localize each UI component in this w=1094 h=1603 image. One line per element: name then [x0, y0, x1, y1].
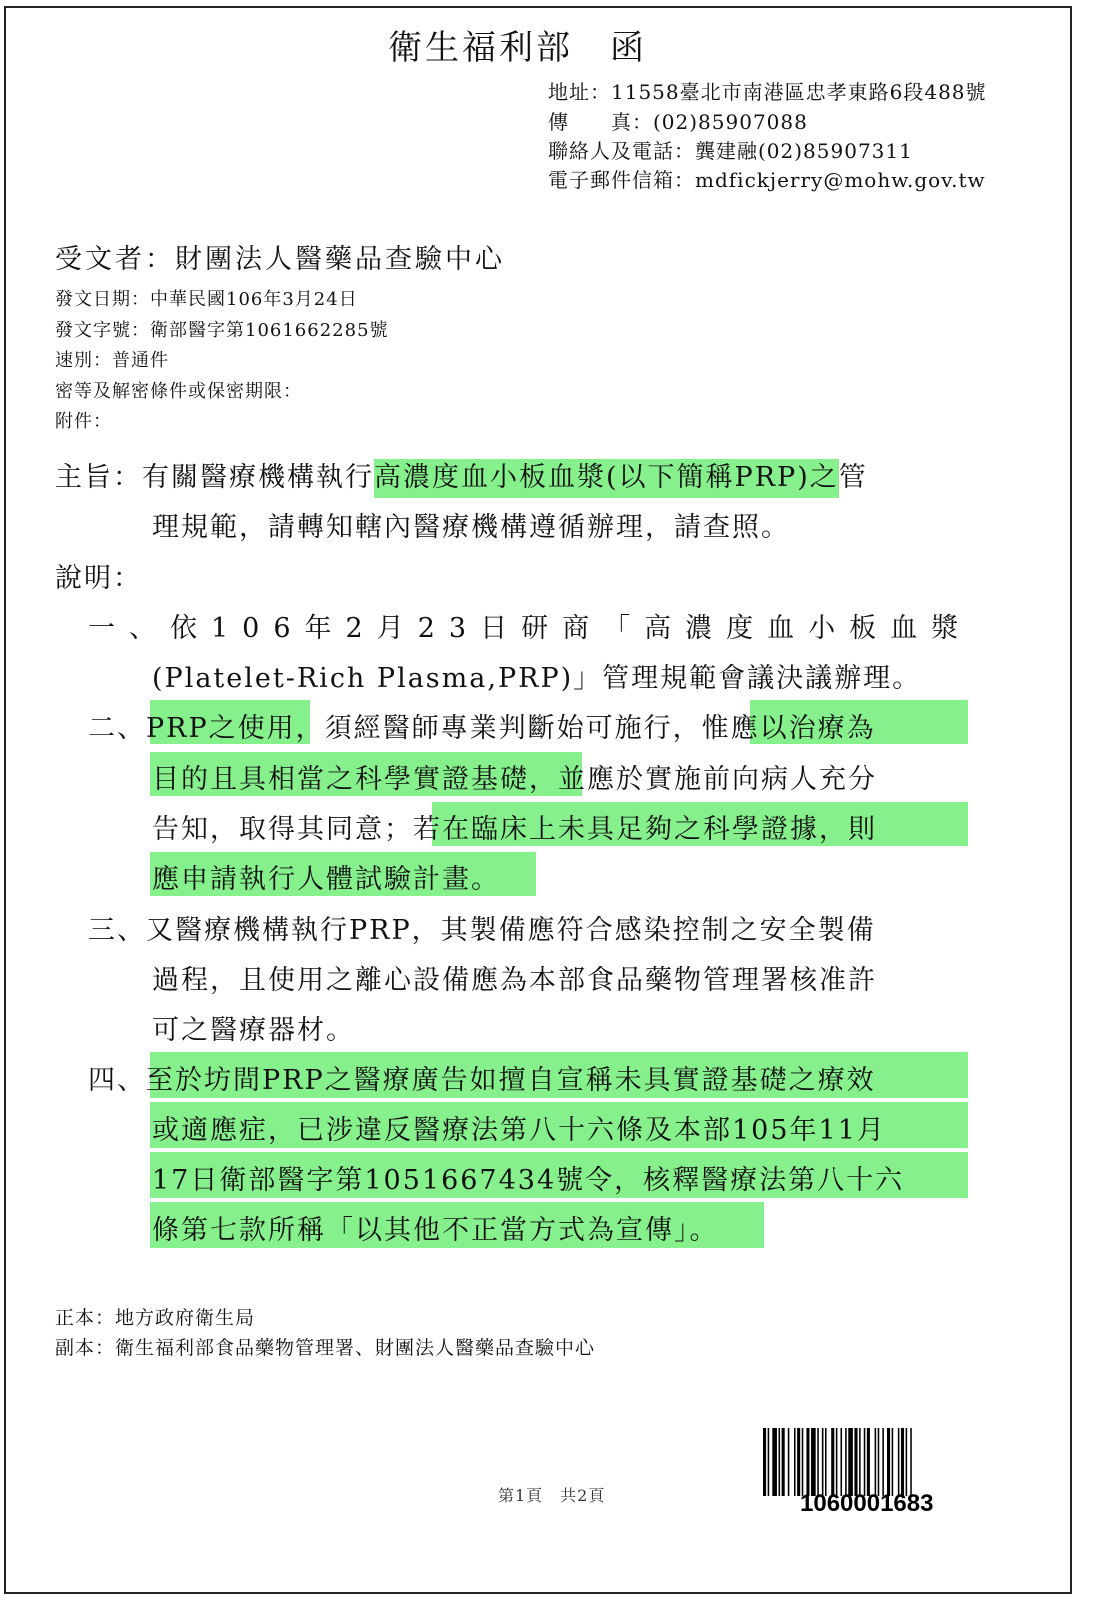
secrecy-level: 密等及解密條件或保密期限：: [55, 381, 302, 402]
item-4-line-3: 17日衛部醫字第1051667434號令，核釋醫療法第八十六: [152, 1165, 905, 1196]
item-1-line-2: (Platelet-Rich Plasma,PRP)」管理規範會議決議辦理。: [152, 663, 922, 694]
item-2-line-4: 應申請執行人體試驗計畫。: [152, 864, 500, 895]
item-4-line-4: 條第七款所稱「以其他不正當方式為宣傳」。: [152, 1215, 719, 1246]
recipient: 受文者：財團法人醫藥品查驗中心: [55, 244, 505, 275]
explanation-heading: 說明：: [55, 563, 142, 594]
fax-line: 傳 真：(02)85907088: [548, 110, 808, 134]
subject-line-2: 理規範，請轉知轄內醫療機構遵循辦理，請查照。: [152, 512, 790, 543]
address-line: 地址：11558臺北市南港區忠孝東路6段488號: [548, 80, 987, 104]
item-3-line-1: 三、又醫療機構執行PRP，其製備應符合感染控制之安全製備: [88, 915, 876, 946]
original-recipient: 正本：地方政府衛生局: [55, 1307, 256, 1329]
item-1-line-1: 一、依106年2月23日研商「高濃度血小板血漿: [88, 613, 973, 644]
copy-recipient: 副本：衛生福利部食品藥物管理署、財團法人醫藥品查驗中心: [55, 1337, 596, 1359]
contact-line: 聯絡人及電話：龔建融(02)85907311: [548, 139, 913, 163]
item-4-line-2: 或適應症，已涉違反醫療法第八十六條及本部105年11月: [152, 1115, 886, 1146]
item-2-line-1: 二、PRP之使用，須經醫師專業判斷始可施行，惟應以治療為: [88, 713, 876, 744]
document-number: 發文字號：衛部醫字第1061662285號: [55, 320, 389, 341]
attachment-line: 附件：: [55, 411, 112, 432]
barcode: [763, 1428, 975, 1496]
document-title: 衛生福利部 函: [388, 28, 647, 68]
subject-highlight: 高濃度血小板血漿(以下簡稱PRP)之: [374, 459, 839, 498]
item-3-line-3: 可之醫療器材。: [152, 1015, 355, 1046]
item-2-line-3: 告知，取得其同意；若在臨床上未具足夠之科學證據，則: [152, 814, 877, 845]
item-2-line-2: 目的且具相當之科學實證基礎，並應於實施前向病人充分: [152, 764, 877, 795]
email-line: 電子郵件信箱：mdfickjerry@mohw.gov.tw: [548, 168, 986, 192]
subject-line-1: 主旨：有關醫療機構執行高濃度血小板血漿(以下簡稱PRP)之管: [55, 455, 868, 494]
speed-class: 速別：普通件: [55, 350, 169, 371]
barcode-number: 1060001683: [800, 1490, 934, 1517]
issue-date: 發文日期：中華民國106年3月24日: [55, 289, 358, 310]
item-4-line-1: 四、至於坊間PRP之醫療廣告如擅自宣稱未具實證基礎之療效: [88, 1065, 876, 1096]
item-3-line-2: 過程，且使用之離心設備應為本部食品藥物管理署核准許: [152, 965, 877, 996]
page-number: 第1頁 共2頁: [498, 1486, 606, 1505]
